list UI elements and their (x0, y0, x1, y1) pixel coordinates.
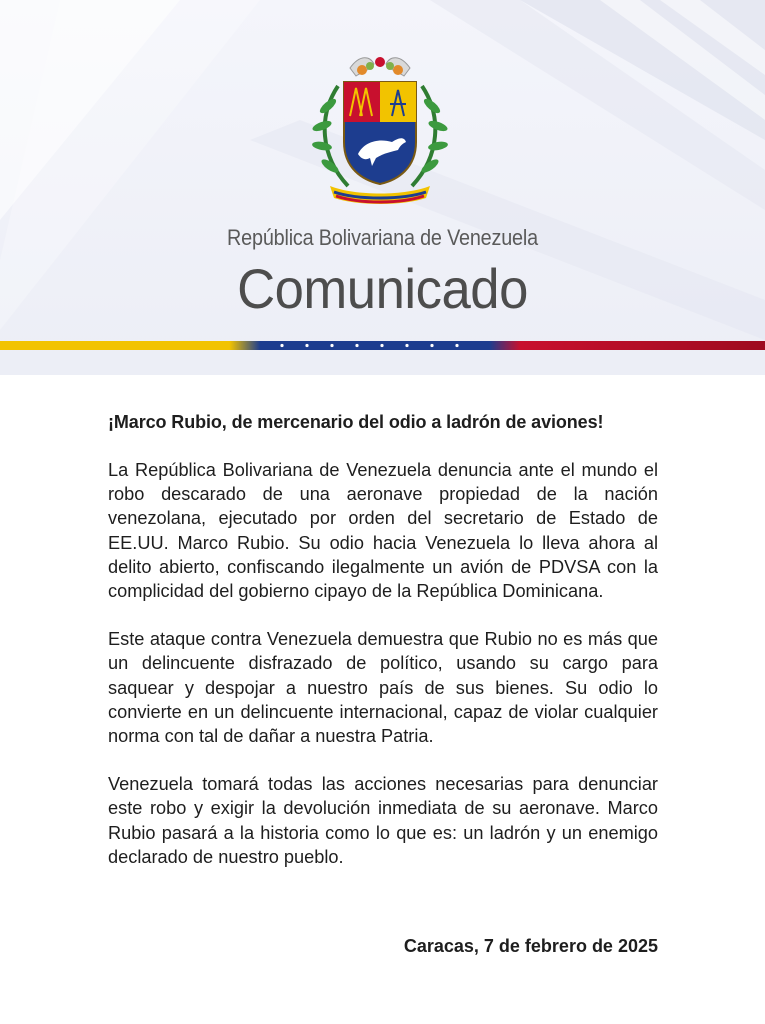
flag-color-bar (0, 341, 765, 350)
headline: ¡Marco Rubio, de mercenario del odio a ladrón de aviones! (108, 412, 604, 432)
coat-of-arms-emblem (300, 46, 460, 216)
statement-body (108, 410, 658, 893)
place-and-date: Caracas, 7 de febrero de 2025 (403, 936, 658, 956)
paragraph-2: Este ataque contra Venezuela demuestra que Rubio no es más que un delincuente disfrazado de político, usando su cargo para saquear y despojar a nuestro país de sus bienes. Su odio lo convierte en un delincuente internacional, capaz de violar cualquier norma con tal de dañar a nuestra Patria. (108, 629, 658, 747)
page-title: Comunicado (237, 257, 528, 320)
paragraph-3: Venezuela tomará todas las acciones necesarias para denunciar este robo y exigir la devolución inmediata de su aeronave. Marco Rubio pasará a la historia como lo que es: un ladrón y un enemigo declarado de nuestro pueblo. (108, 774, 658, 867)
header-banner (0, 0, 765, 375)
paragraph-1: La República Bolivariana de Venezuela denuncia ante el mundo el robo descarado de una aeronave propiedad de la nación venezolana, ejecutado por orden del secretario de Estado de EE.UU. Marco Rubio. Su odio hacia Venezuela lo lleva ahora al delito abierto, confiscando ilegalmente un avión de PDVSA con la complicidad del gobierno cipayo de la República Dominicana. (108, 460, 658, 602)
country-name: República Bolivariana de Venezuela (227, 225, 538, 250)
